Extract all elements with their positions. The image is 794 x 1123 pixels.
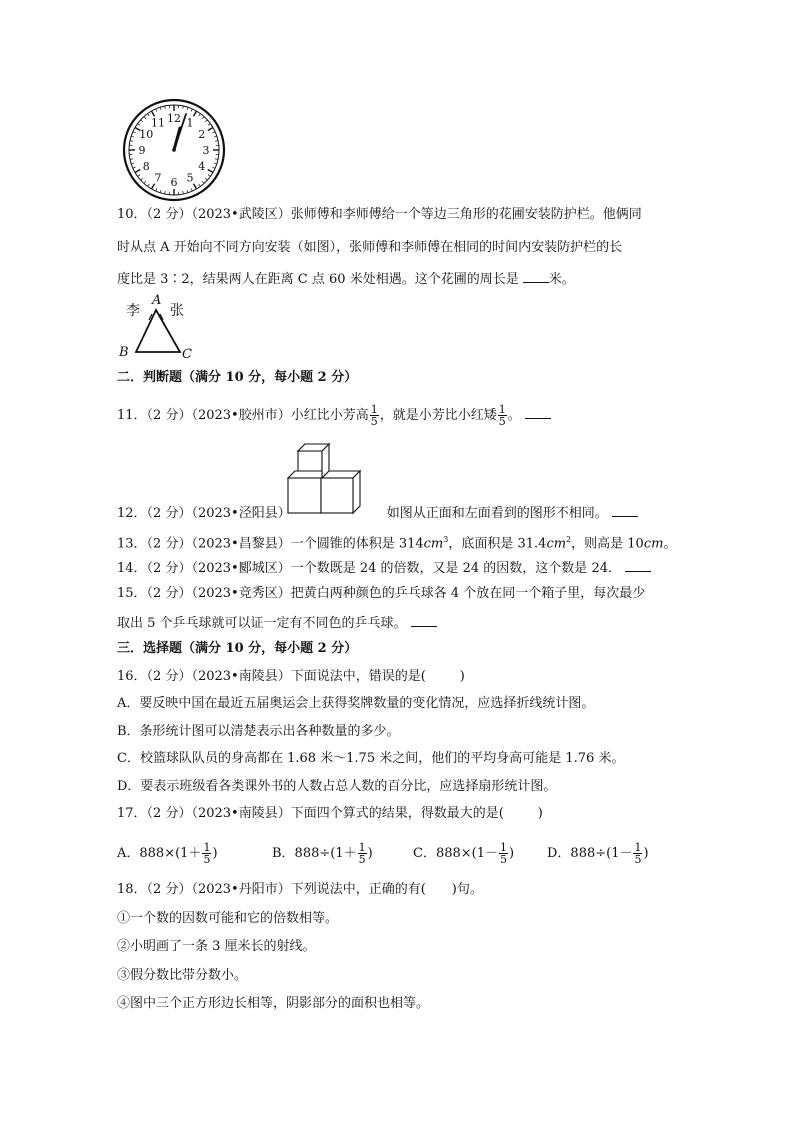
clock-tick: [144, 181, 146, 183]
clock-numeral: 11: [151, 116, 165, 130]
label-b: B: [119, 345, 129, 360]
q16-option-c: C．校篮球队队员的身高都在 1.68 米～1.75 米之间，他们的平均身高可能是 1.76 米。: [117, 751, 625, 766]
q11: 11．（2 分）（2023•胶州市）小红比小芳高 $\frac{1}{5}$ ，就是小芳比小红矮 $\frac{1}{5}$ 。: [117, 404, 551, 427]
clock-tick: [212, 132, 215, 133]
clock-tick: [165, 191, 166, 194]
clock-tick: [191, 109, 192, 112]
clock-tick: [131, 163, 134, 164]
q10-answer-blank[interactable]: [523, 270, 549, 283]
clock-numeral: 10: [139, 128, 154, 141]
clock-tick: [156, 109, 157, 112]
section3-title: 三．选择题（满分 10 分，每小题 2 分）: [117, 641, 358, 656]
q16-option-d: D．要表示班级看各类课外书的人数占总人数的百分比，应选择扇形统计图。: [117, 779, 557, 794]
clock-tick: [130, 141, 133, 142]
q12-answer-blank[interactable]: [612, 504, 638, 517]
clock-tick: [214, 163, 217, 164]
q14: 14．（2 分）（2023•郾城区）一个数既是 24 的倍数，又是 24 的因数，这个数是 24．: [117, 559, 651, 577]
clock-tick: [199, 114, 201, 116]
q17-option-a: A．888×(1＋ $\frac{1}{5}$ ): [117, 841, 218, 866]
clock-numeral: 7: [154, 171, 162, 185]
q17-option-c: C．888×(1－ $\frac{1}{5}$ ): [413, 841, 515, 866]
clock-tick: [148, 184, 150, 186]
triangle-figure: [116, 290, 200, 362]
clock-tick: [187, 190, 188, 193]
q18-statement-1: ①一个数的因数可能和它的倍数相等。: [117, 911, 339, 926]
clock-tick: [165, 106, 166, 109]
clock-tick: [205, 178, 207, 180]
clock-numeral: 9: [138, 144, 146, 157]
clock-tick: [160, 107, 161, 110]
clock-tick: [208, 124, 210, 126]
q15-line1: 15．（2 分）（2023•竞秀区）把黄白两种颜色的乒乓球各 4 个放在同一个箱子里，每次最少: [117, 586, 646, 601]
clock-tick: [156, 188, 157, 191]
clock-tick: [133, 132, 136, 133]
clock-numeral: 3: [202, 144, 210, 157]
clock-tick: [131, 136, 134, 137]
clock-numeral: 12: [167, 112, 181, 125]
clock-tick: [212, 167, 215, 168]
q11-frac2: $\frac{1}{5}$: [498, 403, 506, 428]
q16-stem: 16．（2 分）（2023•南陵县）下面说法中，错误的是( ): [117, 669, 465, 684]
q10-line1: 10．（2 分）（2023•武陵区）张师傅和李师傅给一个等边三角形的花圃安装防护栏。他俩同: [117, 207, 642, 222]
q16-option-a: A．要反映中国在最近五届奥运会上获得奖牌数量的变化情况，应选择折线统计图。: [117, 696, 595, 711]
q11-answer-blank[interactable]: [525, 406, 551, 419]
clock-tick: [187, 107, 188, 110]
q17-stem: 17．（2 分）（2023•南陵县）下面四个算式的结果，得数最大的是( ): [117, 806, 543, 821]
clock-tick: [144, 117, 146, 119]
q10-line2: 时从点 A 开始向不同方向安装（如图），张师傅和李师傅在相同的时间内安装防护栏的长: [117, 240, 623, 255]
label-zhang: 张: [170, 303, 184, 319]
q13: 13．（2 分）（2023•昌黎县）一个圆锥的体积是 $314cm^3$，底面积是 $31.4cm^2$，则高是 10cm。: [117, 535, 677, 552]
clock-tick: [208, 175, 210, 177]
clock-tick: [215, 159, 218, 160]
clock-tick: [214, 136, 217, 137]
clock-numeral: 2: [198, 128, 206, 141]
clock-tick: [138, 124, 140, 126]
clock-numeral: 5: [186, 171, 194, 185]
clock-numeral: 4: [198, 160, 206, 173]
clock-tick: [183, 106, 184, 109]
clock-tick: [194, 184, 197, 189]
clock-tick: [205, 120, 207, 122]
clock-tick: [208, 170, 213, 173]
clock-figure: [122, 98, 226, 202]
clock-tick: [199, 184, 201, 186]
clock-tick: [148, 114, 150, 116]
clock-numeral: 8: [142, 160, 150, 173]
clock-tick: [130, 159, 133, 160]
clock-tick: [202, 181, 204, 183]
q18-stem: 18．（2 分）（2023•丹阳市）下列说法中，正确的有( )句。: [117, 882, 483, 897]
q18-statement-2: ②小明画了一条 3 厘米长的射线。: [117, 939, 316, 954]
clock-tick: [133, 167, 136, 168]
q12: 12．（2 分）（2023•泾阳县） 如图从正面和左面看到的图形不相同。: [117, 504, 638, 522]
q15-line2: 取出 5 个乒乓球就可以证一定有不同色的乒乓球。: [117, 614, 437, 632]
q17-option-d: D．888÷(1－ $\frac{1}{5}$ ): [547, 841, 649, 866]
q18-statement-4: ④图中三个正方形边长相等，阴影部分的面积也相等。: [117, 996, 430, 1011]
clock-tick: [141, 178, 143, 180]
q16-option-b: B．条形统计图可以清楚表示出各种数量的多少。: [117, 724, 400, 739]
label-a: A: [152, 293, 162, 308]
q18-statement-3: ③假分数比带分数小。: [117, 968, 248, 983]
clock-tick: [135, 170, 140, 173]
q11-frac1: $\frac{1}{5}$: [370, 403, 378, 428]
label-c: C: [182, 347, 192, 362]
clock-numeral: 6: [170, 176, 178, 189]
clock-tick: [208, 128, 213, 131]
q10-line3: 度比是 3∶2，结果两人在距离 C 点 60 米处相遇。这个花圃的周长是 米。: [117, 272, 575, 287]
clock-tick: [194, 111, 197, 116]
section2-title: 二．判断题（满分 10 分，每小题 2 分）: [117, 370, 358, 385]
clock-tick: [160, 190, 161, 193]
clock-numeral: 1: [186, 116, 194, 130]
label-li: 李: [126, 303, 140, 319]
q17-option-b: B．888÷(1＋ $\frac{1}{5}$ ): [272, 841, 373, 866]
q15-answer-blank[interactable]: [411, 614, 437, 627]
clock-tick: [141, 120, 143, 122]
clock-tick: [215, 141, 218, 142]
clock-tick: [183, 191, 184, 194]
clock-tick: [202, 117, 204, 119]
clock-tick: [138, 175, 140, 177]
clock-tick: [191, 188, 192, 191]
q14-answer-blank[interactable]: [625, 559, 651, 572]
